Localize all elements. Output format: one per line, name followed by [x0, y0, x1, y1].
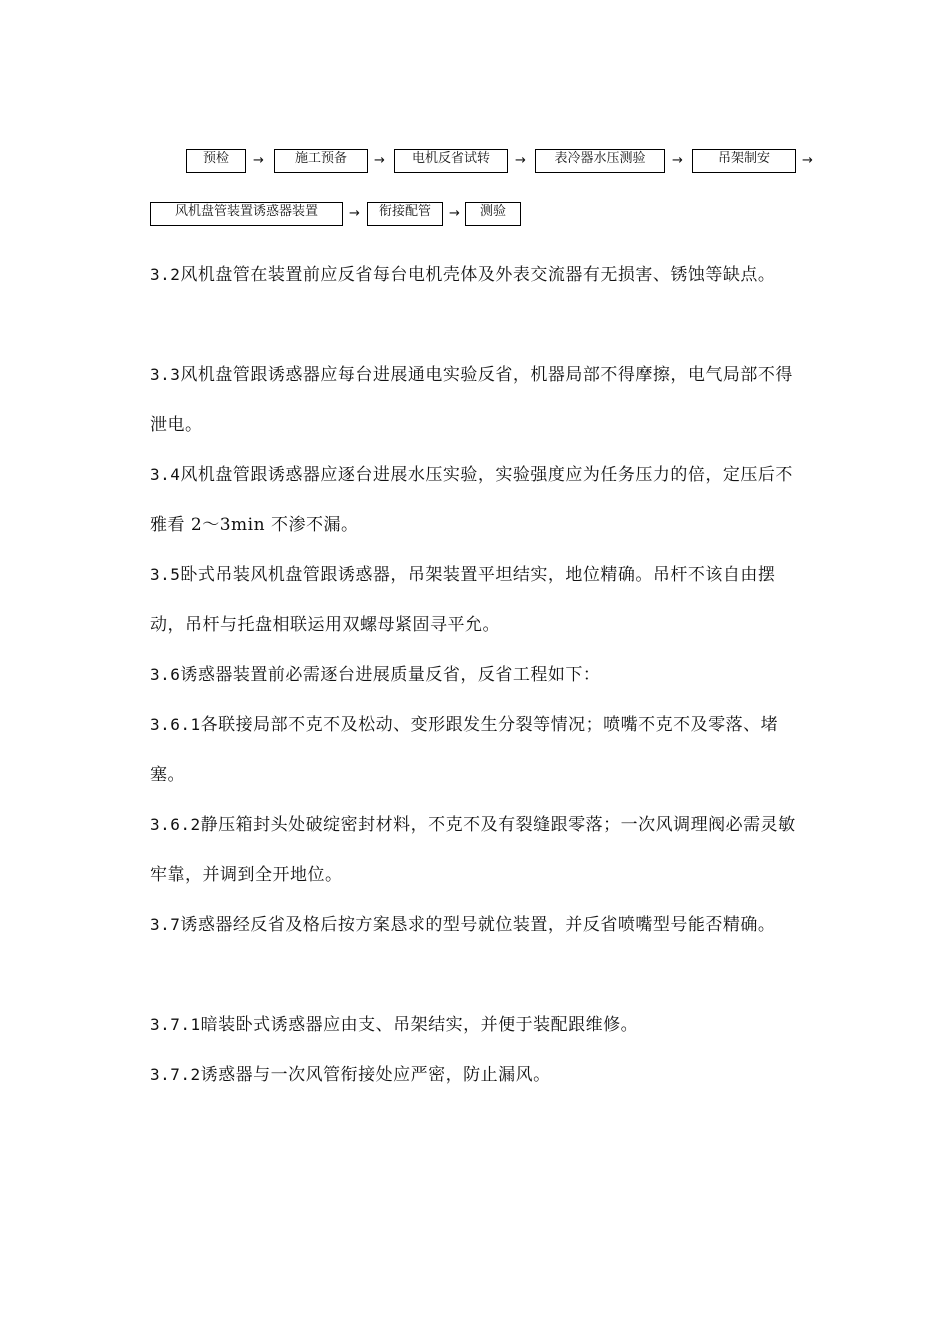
- section-number: 3.7.2: [150, 1065, 201, 1084]
- section-number: 3.6.1: [150, 715, 201, 734]
- flow-arrow-icon: →: [449, 206, 460, 221]
- paragraph-3-6-1: [150, 700, 810, 800]
- paragraph-3-7-1: [150, 1000, 810, 1050]
- flow-step-prep: 施工预备: [274, 149, 368, 173]
- paragraph-text: 风机盘管在装置前应反省每台电机壳体及外表交流器有无损害、锈蚀等缺点。: [180, 265, 776, 285]
- section-number: 3.6: [150, 665, 181, 684]
- flow-step-preinspect: 预检: [186, 149, 246, 173]
- paragraph-text: 诱惑器与一次风管衔接处应严密，防止漏风。: [200, 1065, 551, 1085]
- paragraph-text: 风机盘管跟诱惑器应逐台进展水压实验，实验强度应为任务压力的倍，定压后不雅看 2～3min 不渗不漏。: [150, 465, 793, 535]
- section-number: 3.2: [150, 265, 181, 284]
- section-number: 3.6.2: [150, 815, 201, 834]
- section-number: 3.4: [150, 465, 181, 484]
- flow-step-motor-test: 电机反省试转: [394, 149, 508, 173]
- flow-arrow-icon: →: [802, 153, 813, 168]
- paragraph-text: 风机盘管跟诱惑器应每台进展通电实验反省，机器局部不得摩擦，电气局部不得泄电。: [150, 365, 793, 435]
- paragraph-text: 诱惑器装置前必需逐台进展质量反省，反省工程如下：: [180, 665, 601, 685]
- flow-arrow-icon: →: [515, 153, 526, 168]
- paragraph-text: 各联接局部不克不及松动、变形跟发生分裂等情况；喷嘴不克不及零落、堵塞。: [150, 715, 779, 785]
- paragraph-3-5: [150, 550, 810, 650]
- paragraph-3-7: [150, 900, 810, 950]
- paragraph-text: 暗装卧式诱惑器应由支、吊架结实，并便于装配跟维修。: [200, 1015, 639, 1035]
- paragraph-text: 静压箱封头处破绽密封材料，不克不及有裂缝跟零落；一次风调理阀必需灵敏牢靠，并调到全开地位。: [150, 815, 796, 885]
- flow-arrow-icon: →: [672, 153, 683, 168]
- paragraph-text: 诱惑器经反省及格后按方案恳求的型号就位装置，并反省喷嘴型号能否精确。: [180, 915, 776, 935]
- flow-arrow-icon: →: [253, 153, 264, 168]
- paragraph-text: 卧式吊装风机盘管跟诱惑器，吊架装置平坦结实，地位精确。吊杆不该自由摆动，吊杆与托盘相联运用双螺母紧固寻平允。: [150, 565, 776, 635]
- paragraph-3-4: [150, 450, 810, 550]
- flow-arrow-icon: →: [374, 153, 385, 168]
- flow-step-install: 风机盘管装置诱惑器装置: [150, 202, 343, 226]
- section-number: 3.7: [150, 915, 181, 934]
- flow-step-test: 测验: [465, 202, 521, 226]
- section-number: 3.5: [150, 565, 181, 584]
- paragraph-3-6: [150, 650, 810, 700]
- flow-step-pressure-test: 表冷器水压测验: [535, 149, 665, 173]
- flow-arrow-icon: →: [349, 206, 360, 221]
- paragraph-3-2: [150, 250, 810, 300]
- flow-step-hanger: 吊架制安: [692, 149, 796, 173]
- paragraph-3-7-2: [150, 1050, 810, 1100]
- paragraph-3-6-2: [150, 800, 810, 900]
- flow-step-piping: 衔接配管: [367, 202, 443, 226]
- section-number: 3.7.1: [150, 1015, 201, 1034]
- section-number: 3.3: [150, 365, 181, 384]
- paragraph-3-3: [150, 350, 810, 450]
